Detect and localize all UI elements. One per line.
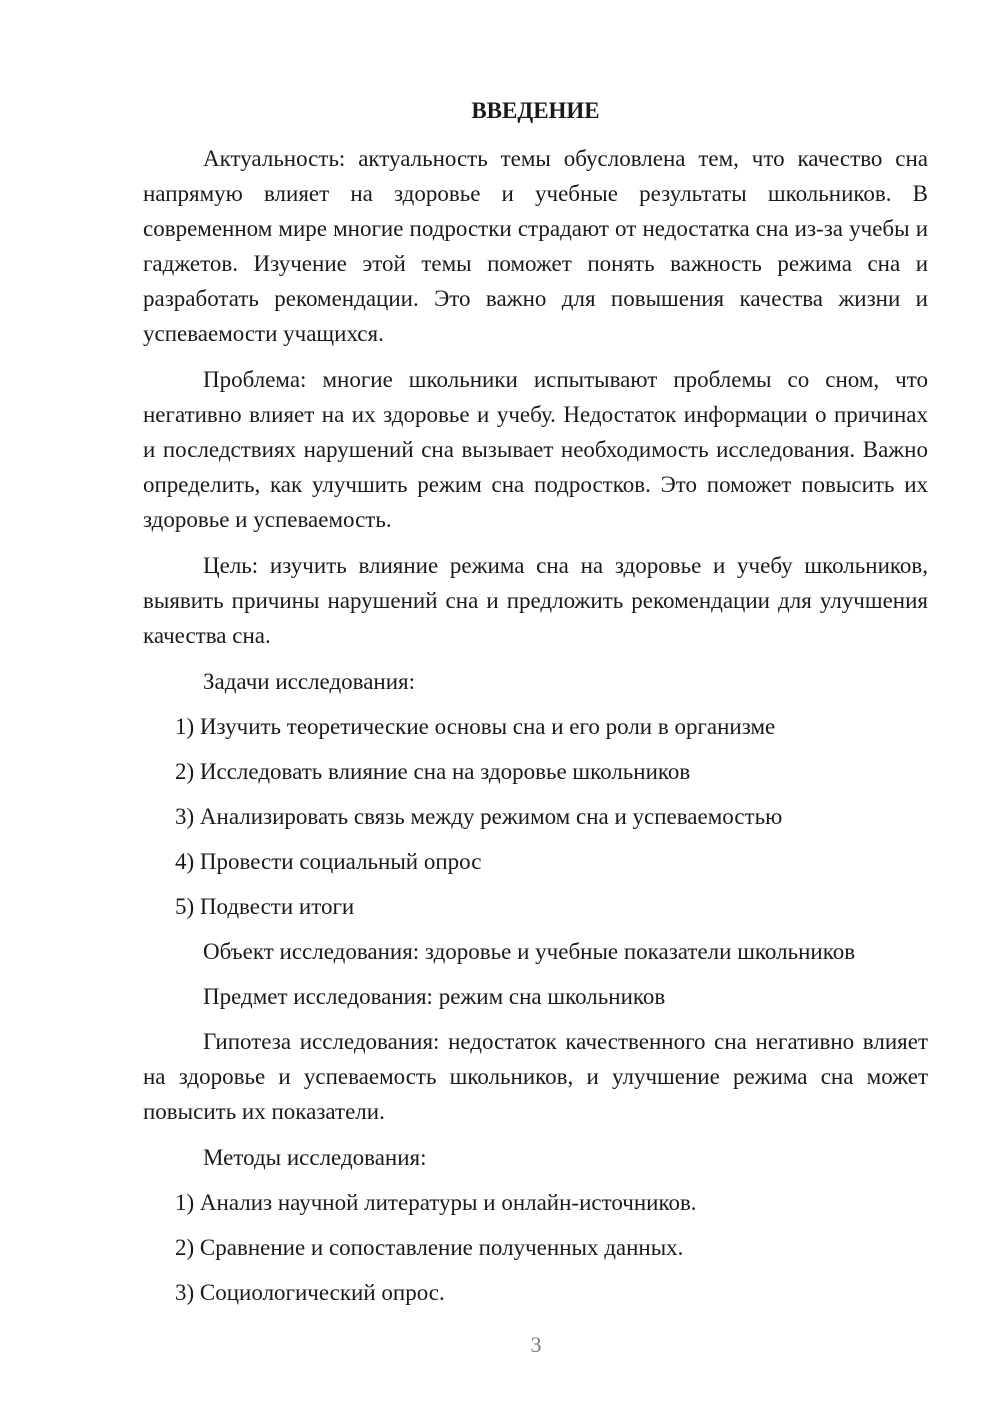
tasks-list [143,709,928,924]
methods-heading: Методы исследования: [203,1145,427,1170]
task-item: 3) Анализировать связь между режимом сна и успеваемостью [175,804,783,829]
task-item: 4) Провести социальный опрос [175,849,482,874]
method-item: 1) Анализ научной литературы и онлайн-источников. [175,1190,697,1215]
goal-paragraph: Цель: изучить влияние режима сна на здоровье и учебу школьников, выявить причины нарушений сна и предложить рекомендации для улучшения качества сна. [143,553,928,648]
problem-paragraph: Проблема: многие школьники испытывают проблемы со сном, что негативно влияет на их здоровье и учебу. Недостаток информации о причинах и последствиях нарушений сна вызывает необходимость исследования. Важно определить, как улучшить режим сна подростков. Это поможет повысить их здоровье и успеваемость. [143,367,928,532]
hypothesis-paragraph: Гипотеза исследования: недостаток качественного сна негативно влияет на здоровье и успеваемость школьников, и улучшение режима сна может повысить их показатели. [143,1029,928,1124]
task-item: 5) Подвести итоги [175,894,355,919]
task-item: 1) Изучить теоретические основы сна и его роли в организме [175,714,776,739]
page-content [143,93,928,1320]
method-item: 3) Социологический опрос. [175,1280,445,1305]
page-number: 3 [530,1332,542,1357]
relevance-paragraph: Актуальность: актуальность темы обусловлена тем, что качество сна напрямую влияет на здоровье и учебные результаты школьников. В современном мире многие подростки страдают от недостатка сна из-за учебы и гаджетов. Изучение этой темы поможет понять важность режима сна и разработать рекомендации. Это важно для повышения качества жизни и успеваемости учащихся. [143,146,928,346]
tasks-heading: Задачи исследования: [203,669,416,694]
task-item: 2) Исследовать влияние сна на здоровье школьников [175,759,691,784]
method-item: 2) Сравнение и сопоставление полученных данных. [175,1235,684,1260]
page-title: ВВЕДЕНИЕ [471,98,600,123]
research-subject: Предмет исследования: режим сна школьников [203,984,666,1009]
research-object: Объект исследования: здоровье и учебные показатели школьников [203,939,856,964]
methods-list [143,1185,928,1310]
